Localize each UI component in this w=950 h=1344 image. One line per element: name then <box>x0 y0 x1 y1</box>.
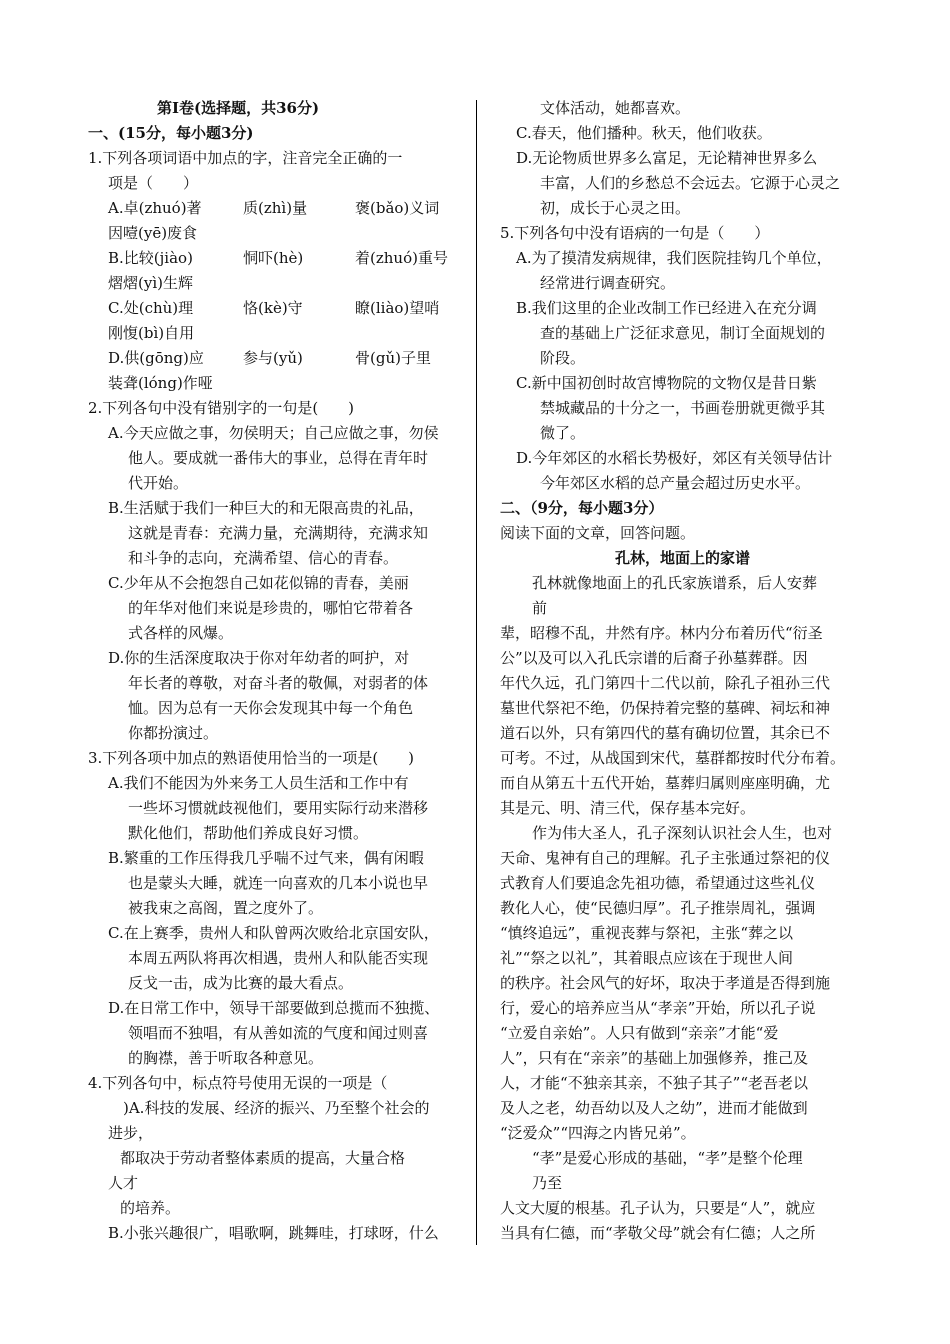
left-line: 刚愎(bì)自用 <box>108 324 195 342</box>
right-line: 前 <box>532 599 548 617</box>
left-line: 的培养。 <box>120 1199 181 1217</box>
left-column <box>88 96 460 1246</box>
right-line: 丰富，人们的乡愁总不会远去。它源于心灵之 <box>540 174 841 192</box>
right-line: C.新中国初创时故宫博物院的文物仅是昔日紫 <box>516 374 817 392</box>
left-line: D.在日常工作中，领导干部要做到总揽而不独揽、 <box>108 999 440 1017</box>
option-cell: C.处(chù)理 <box>108 299 194 317</box>
left-line: 人才 <box>108 1174 139 1192</box>
right-line: 人”，只有在“亲亲”的基础上加强修养，推己及 <box>500 1049 809 1067</box>
right-line: “泛爱众”“四海之内皆兄弟”。 <box>500 1124 696 1142</box>
left-line: 3.下列各项中加点的熟语使用恰当的一项是( ) <box>88 749 415 767</box>
right-line: 孔林，地面上的家谱 <box>614 549 750 567</box>
right-line: C.春天，他们播种。秋天，他们收获。 <box>516 124 772 142</box>
right-line: 文体活动，她都喜欢。 <box>540 99 691 117</box>
left-line <box>88 246 460 271</box>
left-line: 2.下列各句中没有错别字的一句是( ) <box>88 399 355 417</box>
right-line: 及人之老，幼吾幼以及人之幼”，进而才能做到 <box>500 1099 808 1117</box>
option-cell: 褒(bǎo)义词 <box>355 199 440 217</box>
left-line: 都取决于劳动者整体素质的提高，大量合格 <box>120 1149 406 1167</box>
right-line: 经常进行调查研究。 <box>540 274 676 292</box>
left-line: 熠熠(yì)生辉 <box>108 274 193 292</box>
right-line: 道石以外，只有第四代的墓有确切位置，其余已不 <box>500 724 831 742</box>
left-line: C.少年从不会抱怨自己如花似锦的青春，美丽 <box>108 574 409 592</box>
left-line: 4.下列各句中，标点符号使用无误的一项是（ <box>88 1074 388 1092</box>
right-line: 公”以及可以入孔氏宗谱的后裔子孙墓葬群。因 <box>500 649 808 667</box>
left-line: 代开始。 <box>128 474 189 492</box>
left-line: 领唱而不独唱，有从善如流的气度和闻过则喜 <box>128 1024 429 1042</box>
right-line: 人，才能“不独亲其亲，不独子其子”“老吾老以 <box>500 1074 809 1092</box>
right-line: 教化人心，使“民德归厚”。孔子推崇周礼，强调 <box>500 899 816 917</box>
left-line: 他人。要成就一番伟大的事业，总得在青年时 <box>128 449 429 467</box>
right-line: 孔林就像地面上的孔氏家族谱系，后人安葬 <box>532 574 818 592</box>
option-cell: A.卓(zhuó)著 <box>108 199 202 217</box>
right-column <box>500 96 865 1246</box>
right-line: “慎终追远”，重视丧葬与祭祀，主张“葬之以 <box>500 924 794 942</box>
right-line: 微了。 <box>540 424 586 442</box>
left-line: 项是（ ） <box>108 174 199 192</box>
right-line: 阅读下面的文章，回答问题。 <box>500 524 696 542</box>
left-line <box>88 196 460 221</box>
left-line: 装聋(lóng)作哑 <box>108 374 213 392</box>
right-line: 天命、鬼神有自己的理解。孔子主张通过祭祀的仪 <box>500 849 831 867</box>
right-line: 当具有仁德，而“孝敬父母”就会有仁德；人之所 <box>500 1224 816 1242</box>
left-line <box>88 296 460 321</box>
left-line: D.你的生活深度取决于你对年幼者的呵护，对 <box>108 649 410 667</box>
left-line: 年长者的尊敬，对奋斗者的敬佩，对弱者的体 <box>128 674 429 692</box>
left-line: 你都扮演过。 <box>128 724 219 742</box>
right-line: 行，爱心的培养应当从“孝亲”开始，所以孔子说 <box>500 999 816 1017</box>
option-cell: 恪(kè)守 <box>243 299 303 317</box>
left-line: 的胸襟，善于听取各种意见。 <box>128 1049 324 1067</box>
right-line: A.为了摸清发病规律，我们医院挂钩几个单位， <box>516 249 832 267</box>
left-line: 本周五两队将再次相遇，贵州人和队能否实现 <box>128 949 429 967</box>
option-cell: B.比较(jiào) <box>108 249 193 267</box>
right-line: 今年郊区水稻的总产量会超过历史水平。 <box>540 474 811 492</box>
right-line: 二、（9分，每小题3分） <box>500 499 664 517</box>
right-line: 其是元、明、清三代，保存基本完好。 <box>500 799 756 817</box>
right-line: 作为伟大圣人，孔子深刻认识社会人生，也对 <box>532 824 833 842</box>
left-line: )A.科技的发展、经济的振兴、乃至整个社会的 <box>108 1099 430 1117</box>
right-line: 墓世代祭祀不绝，仍保持着完整的墓碑、祠坛和神 <box>500 699 831 717</box>
left-line: 也是蒙头大睡，就连一向喜欢的几本小说也早 <box>128 874 429 892</box>
option-cell: 着(zhuó)重号 <box>355 249 448 267</box>
left-line: 反戈一击，成为比赛的最大看点。 <box>128 974 354 992</box>
option-cell: D.供(gōng)应 <box>108 349 204 367</box>
option-cell: 恫吓(hè) <box>243 249 304 267</box>
left-line: 和斗争的志向，充满希望、信心的青春。 <box>128 549 399 567</box>
option-cell: 骨(gǔ)子里 <box>355 349 431 367</box>
right-line: D.今年郊区的水稻长势极好，郊区有关领导估计 <box>516 449 833 467</box>
left-line: 式各样的风爆。 <box>128 624 234 642</box>
right-line: D.无论物质世界多么富足，无论精神世界多么 <box>516 149 818 167</box>
right-line: 初，成长于心灵之田。 <box>540 199 691 217</box>
left-line: B.生活赋于我们一种巨大的和无限高贵的礼品， <box>108 499 424 517</box>
left-line: 默化他们，帮助他们养成良好习惯。 <box>128 824 369 842</box>
option-cell: 参与(yǔ) <box>243 349 303 367</box>
right-line: “孝”是爱心形成的基础，“孝”是整个伦理 <box>532 1149 803 1167</box>
left-line: 被我束之高阁，置之度外了。 <box>128 899 324 917</box>
left-line <box>88 346 460 371</box>
left-line: 第Ⅰ卷(选择题，共36分) <box>156 99 320 117</box>
left-line: A.今天应做之事，勿侯明天；自己应做之事，勿侯 <box>108 424 439 442</box>
left-line: 一、(15分，每小题3分) <box>88 124 254 142</box>
right-line: 年代久远，孔门第四十二代以前，除孔子祖孙三代 <box>500 674 831 692</box>
left-line: 恤。因为总有一天你会发现其中每一个角色 <box>128 699 414 717</box>
right-line: 乃至 <box>532 1174 563 1192</box>
right-line: 阶段。 <box>540 349 586 367</box>
right-line: “立爱自亲始”。人只有做到“亲亲”才能“爱 <box>500 1024 779 1042</box>
right-line: 人文大厦的根基。孔子认为，只要是“人”，就应 <box>500 1199 816 1217</box>
column-divider <box>476 100 477 1245</box>
left-line: 这就是青春：充满力量，充满期待，充满求知 <box>128 524 429 542</box>
left-line: C.在上赛季，贵州人和队曾两次败给北京国安队， <box>108 924 439 942</box>
left-line: B.繁重的工作压得我几乎喘不过气来，偶有闲暇 <box>108 849 424 867</box>
right-line: 查的基础上广泛征求意见，制订全面规划的 <box>540 324 826 342</box>
left-line: 进步， <box>108 1124 154 1142</box>
left-line: 一些坏习惯就歧视他们，要用实际行动来潜移 <box>128 799 429 817</box>
left-line: B.小张兴趣很广，唱歌啊，跳舞哇，打球呀，什么 <box>108 1224 439 1242</box>
right-line: B.我们这里的企业改制工作已经进入在充分调 <box>516 299 817 317</box>
right-line: 禁城藏品的十分之一，书画卷册就更微乎其 <box>540 399 826 417</box>
right-line: 可考。不过，从战国到宋代，墓群都按时代分布着。 <box>500 749 846 767</box>
right-line: 辈，昭穆不乱，井然有序。林内分布着历代“衍圣 <box>500 624 823 642</box>
right-line: 礼”“祭之以礼”，其着眼点应该在于现世人间 <box>500 949 794 967</box>
left-line: 1.下列各项词语中加点的字，注音完全正确的一 <box>88 149 403 167</box>
right-line: 而自从第五十五代开始，墓葬归属则座座明确，尤 <box>500 774 831 792</box>
right-line: 5.下列各句中没有语病的一句是（ ） <box>500 224 770 242</box>
left-line: A.我们不能因为外来务工人员生活和工作中有 <box>108 774 409 792</box>
right-line: 式教育人们要追念先祖功德，希望通过这些礼仪 <box>500 874 816 892</box>
left-line: 因噎(yē)废食 <box>108 224 198 242</box>
option-cell: 质(zhì)量 <box>243 199 308 217</box>
left-line: 的年华对他们来说是珍贵的，哪怕它带着各 <box>128 599 414 617</box>
option-cell: 瞭(liào)望哨 <box>355 299 440 317</box>
right-line: 的秩序。社会风气的好坏，取决于孝道是否得到施 <box>500 974 831 992</box>
